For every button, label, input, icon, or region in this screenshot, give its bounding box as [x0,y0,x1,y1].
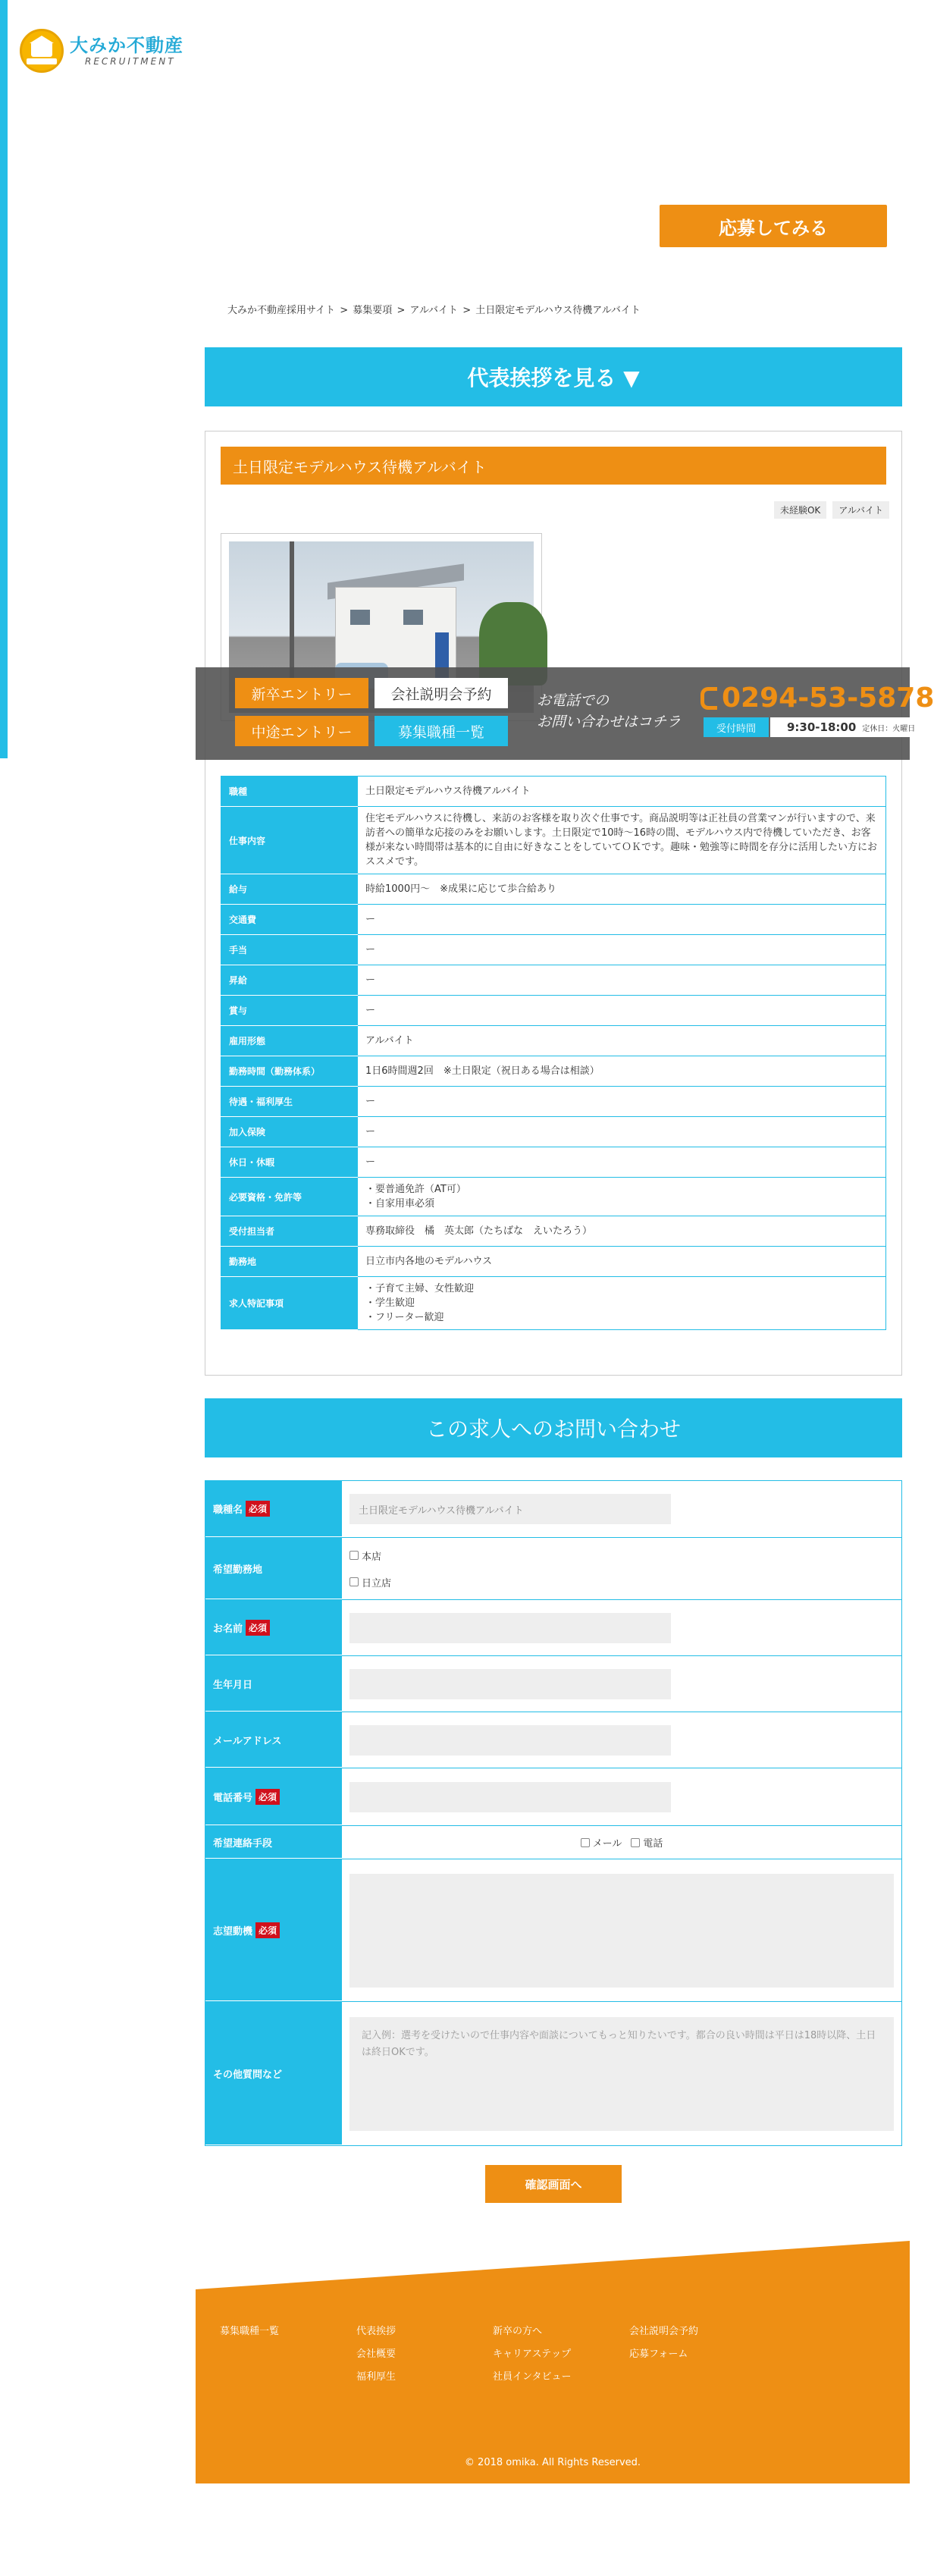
job-detail-label: 交通費 [221,905,358,935]
breadcrumb-parttime[interactable]: アルバイト [409,305,459,316]
footer-link-welfare[interactable]: 福利厚生 [356,2371,396,2383]
job-detail-row [221,1247,886,1277]
footer-col-2 [356,2320,396,2389]
job-detail-label: 昇給 [221,965,358,996]
required-badge: 必須 [246,1501,270,1517]
job-detail-row [221,935,886,965]
job-detail-label: 賞与 [221,996,358,1026]
phone-inquiry-text [537,690,681,733]
job-detail-label: 勤務地 [221,1247,358,1277]
breadcrumb-home[interactable]: 大みか不動産採用サイト [227,305,336,316]
email-input[interactable] [349,1725,671,1756]
ceo-message-button[interactable]: 代表挨拶を見る ▼ [205,347,902,406]
form-label-phone-text: 電話番号 [213,1792,253,1804]
inquiry-form [205,1480,902,2146]
job-detail-row [221,874,886,905]
required-badge: 必須 [255,1922,280,1938]
job-detail-row [221,1117,886,1147]
job-detail-label: 給与 [221,874,358,905]
job-detail-value: 専務取締役 橘 英太郎（たちばな えいたろう） [358,1216,886,1247]
site-logo[interactable] [20,29,183,73]
job-title: 土日限定モデルハウス待機アルバイト [221,447,886,485]
footer-col-1 [220,2320,279,2343]
form-label-motive-text: 志望動機 [213,1925,253,1937]
closed-day-note: 定休日：火曜日 [862,724,916,733]
footer-link-message[interactable]: 代表挨拶 [356,2326,396,2337]
breadcrumb-separator: > [462,305,472,316]
checkbox-contact-email[interactable] [581,1838,590,1847]
job-detail-value: ー [358,905,886,935]
form-label-motive [205,1859,342,2001]
job-detail-value: 1日6時間週2回 ※土日限定（祝日ある場合は相談） [358,1056,886,1087]
job-badges [774,501,889,519]
job-detail-value: ー [358,1147,886,1178]
job-detail-label: 受付担当者 [221,1216,358,1247]
other-questions-textarea[interactable]: 記入例：選考を受けたいので仕事内容や面談についてもっと知りたいです。都合の良い時間は平日は18時以降、土日は終日OKです。 [349,2017,894,2131]
job-detail-label: 待遇・福利厚生 [221,1087,358,1117]
phone-inquiry-line-1: お電話での [537,692,610,709]
form-row-location [205,1538,902,1600]
job-detail-row [221,905,886,935]
job-detail-value: ー [358,996,886,1026]
checkbox-hitachi-store[interactable] [349,1577,359,1586]
job-detail-label: 加入保険 [221,1117,358,1147]
job-detail-value: ー [358,935,886,965]
job-detail-label: 手当 [221,935,358,965]
footer-link-interview[interactable]: 社員インタビュー [493,2371,572,2383]
footer-link-career-step[interactable]: キャリアステップ [493,2349,572,2360]
footer-link-new-graduate[interactable]: 新卒の方へ [493,2326,543,2337]
job-detail-label: 職種 [221,777,358,807]
job-detail-row [221,1216,886,1247]
form-label-birth: 生年月日 [205,1656,342,1712]
floating-contact-bar [196,667,934,760]
job-detail-row [221,807,886,874]
job-detail-row [221,1087,886,1117]
footer-link-apply-form[interactable]: 応募フォーム [629,2349,688,2360]
job-detail-row [221,1178,886,1216]
job-detail-value: ー [358,1087,886,1117]
job-detail-label: 雇用形態 [221,1026,358,1056]
job-detail-value: アルバイト [358,1026,886,1056]
form-row-birth [205,1656,902,1712]
job-detail-label: 必要資格・免許等 [221,1178,358,1216]
confirm-button[interactable]: 確認画面へ [485,2165,622,2203]
logo-subtitle: RECRUITMENT [85,56,176,67]
breadcrumb [227,302,642,316]
job-list-button[interactable]: 募集職種一覧 [375,716,508,746]
checkbox-main-store[interactable] [349,1551,359,1560]
form-label-email: メールアドレス [205,1712,342,1768]
footer-link-company[interactable]: 会社概要 [356,2349,396,2360]
mid-career-entry-button[interactable]: 中途エントリー [235,716,368,746]
job-detail-value: 土日限定モデルハウス待機アルバイト [358,777,886,807]
form-row-motive [205,1859,902,2002]
job-detail-value: ー [358,1117,886,1147]
footer-link-job-list[interactable]: 募集職種一覧 [220,2326,280,2337]
form-row-email [205,1712,902,1768]
job-detail-label: 休日・休暇 [221,1147,358,1178]
option-contact-phone: 電話 [643,1838,663,1850]
job-detail-row [221,1026,886,1056]
form-row-name [205,1600,902,1656]
job-detail-row [221,1056,886,1087]
job-detail-value: 住宅モデルハウスに待機し、来訪のお客様を取り次ぐ仕事です。商品説明等は正社員の営業マンが行いますので、来訪者への簡単な応接のみをお願いします。土日限定で10時〜16時の間、モデルハウス内で待機していただき、お客様が来ない時間帯は基本的に自由に好きなことをしていてＯＫです。趣味・勉強等に時間を存分に活用したい方におススメです。 [358,807,886,874]
job-detail-row [221,965,886,996]
name-input[interactable] [349,1613,671,1643]
job-detail-value: 時給1000円〜 ※成果に応じて歩合給あり [358,874,886,905]
option-main-store: 本店 [362,1551,382,1563]
phone-number[interactable] [700,682,934,714]
phone-icon [700,687,717,710]
new-graduate-entry-button[interactable]: 新卒エントリー [235,678,368,708]
inquiry-section-title: この求人へのお問い合わせ [205,1398,902,1457]
form-label-name [205,1600,342,1655]
apply-button[interactable]: 応募してみる [660,205,887,247]
badge-inexperienced: 未経験OK [774,501,826,519]
footer-col-4 [629,2320,698,2366]
job-detail-box [205,431,902,1376]
footer-link-briefing[interactable]: 会社説明会予約 [629,2326,699,2337]
job-detail-row [221,1147,886,1178]
form-label-name-text: お名前 [213,1623,243,1635]
job-name-input[interactable]: 土日限定モデルハウス待機アルバイト [349,1494,671,1524]
form-row-contact [205,1826,902,1859]
form-label-phone [205,1768,342,1825]
phone-inquiry-line-2: お問い合わせはコチラ [537,714,682,730]
job-detail-value: ー [358,965,886,996]
phone-input[interactable] [349,1782,671,1812]
copyright: © 2018 omika. All Rights Reserved. [464,2457,641,2468]
job-detail-row [221,1277,886,1330]
form-row-other [205,2002,902,2146]
form-row-phone [205,1768,902,1826]
business-hours-value: 9:30-18:00 [787,720,857,734]
option-hitachi-store: 日立店 [362,1577,392,1589]
hours-label: 受付時間 [704,717,769,737]
form-label-job-text: 職種名 [213,1504,243,1516]
breadcrumb-separator: > [396,305,406,316]
form-label-job [205,1481,342,1537]
job-detail-label: 仕事内容 [221,807,358,874]
required-badge: 必須 [246,1620,270,1636]
footer-col-3 [493,2320,571,2389]
birthdate-input[interactable] [349,1669,671,1699]
breadcrumb-separator: > [340,305,349,316]
job-detail-label: 勤務時間（勤務体系） [221,1056,358,1087]
breadcrumb-current: 土日限定モデルハウス待機アルバイト [475,305,641,316]
required-badge: 必須 [255,1789,280,1805]
form-label-location: 希望勤務地 [205,1538,342,1599]
job-detail-value: ・子育て主婦、女性歓迎 ・学生歓迎 ・フリーター歓迎 [358,1277,886,1330]
form-row-job [205,1480,902,1538]
briefing-reservation-button[interactable]: 会社説明会予約 [375,678,508,708]
checkbox-contact-phone[interactable] [631,1838,640,1847]
job-detail-value: 日立市内各地のモデルハウス [358,1247,886,1277]
form-label-other: その他質問など [205,2002,342,2145]
job-detail-value: ・要普通免許（AT可） ・自家用車必須 [358,1178,886,1216]
breadcrumb-recruit[interactable]: 募集要項 [353,305,393,316]
job-detail-label: 求人特記事項 [221,1277,358,1330]
job-detail-row [221,996,886,1026]
left-accent-strip [0,0,8,758]
badge-parttime: アルバイト [832,501,889,519]
logo-icon [20,29,64,73]
form-label-contact: 希望連絡手段 [205,1826,342,1859]
phone-number-text: 0294-53-5878 [722,682,934,714]
logo-title: 大みか不動産 [70,35,183,56]
job-detail-row [221,777,886,807]
job-detail-table [221,776,886,1330]
motive-textarea[interactable] [349,1874,894,1988]
business-hours [770,717,916,737]
option-contact-email: メール [592,1838,622,1850]
